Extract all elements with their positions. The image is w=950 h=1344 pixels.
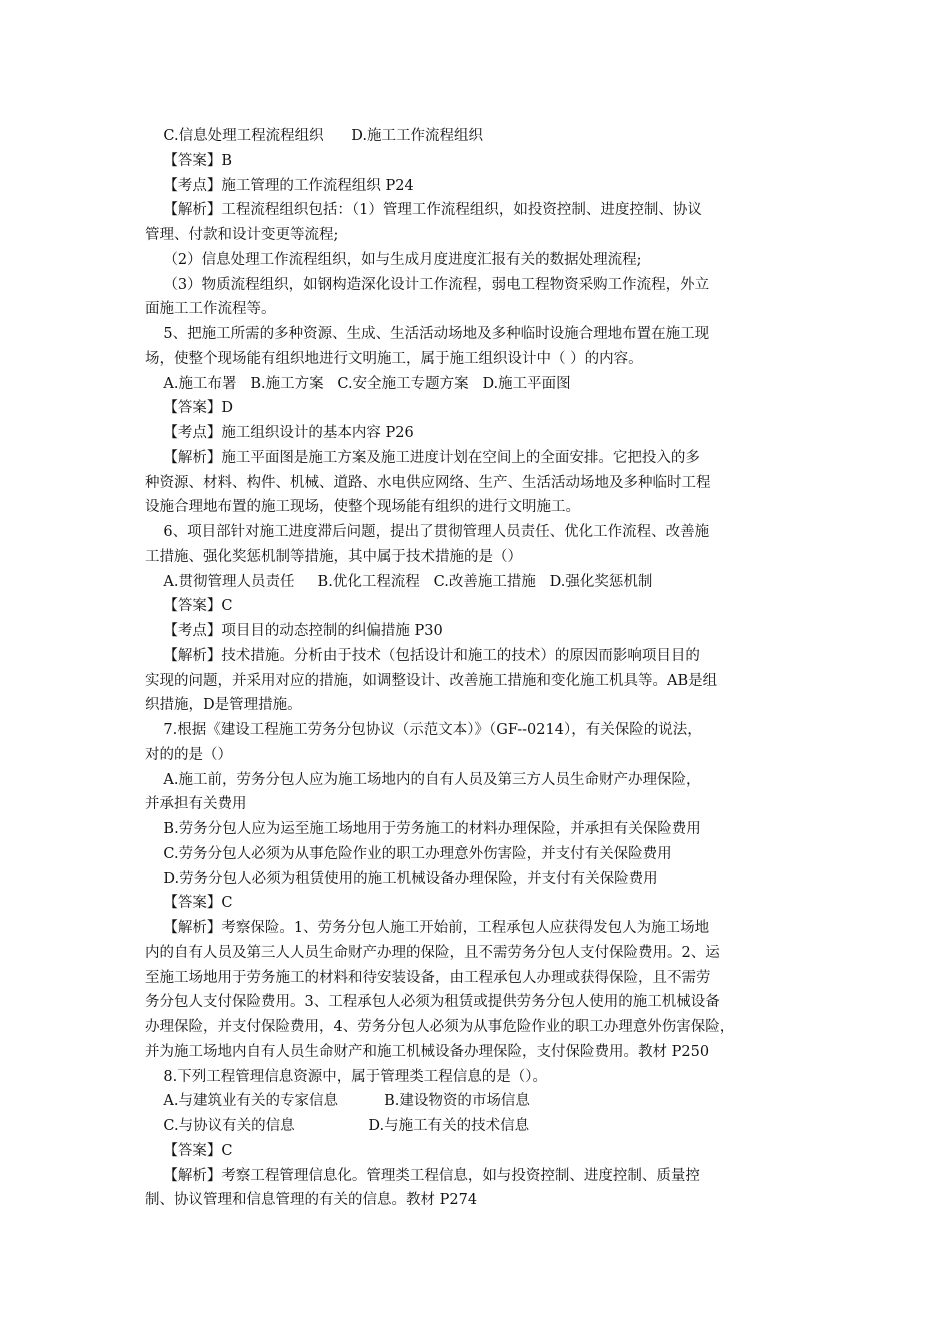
text-line: 织措施，D是管理措施。: [145, 697, 302, 714]
text-line: 8.下列工程管理信息资源中，属于管理类工程信息的是（）。: [145, 1068, 548, 1085]
text-line: 设施合理地布置的施工现场，使整个现场能有组织的进行文明施工。: [145, 499, 580, 516]
text-line: 【答案】C: [145, 895, 233, 912]
text-line: C.劳务分包人必须为从事危险作业的职工办理意外伤害险，并支付有关保险费用: [145, 845, 672, 862]
text-line: 制、协议管理和信息管理的有关的信息。教材 P274: [145, 1192, 478, 1209]
text-line: 【考点】施工管理的工作流程组织 P24: [145, 177, 414, 194]
text-line: 至施工场地用于劳务施工的材料和待安装设备，由工程承包人办理或获得保险，且不需劳: [145, 969, 711, 986]
text-line: （3）物质流程组织，如钢构造深化设计工作流程，弱电工程物资采购工作流程，外立: [145, 276, 710, 293]
text-line: 【解析】技术措施。分析由于技术（包括设计和施工的技术）的原因而影响项目目的: [145, 647, 700, 664]
text-line: 【答案】B: [145, 152, 233, 169]
text-line: A.与建筑业有关的专家信息 B.建设物资的市场信息: [145, 1093, 530, 1110]
document-body: [145, 124, 815, 1213]
text-line: 5、把施工所需的多种资源、生成、生活活动场地及多种临时设施合理地布置在施工现: [145, 326, 710, 342]
text-line: 种资源、材料、构件、机械、道路、水电供应网络、生产、生活活动场地及多种临时工程: [145, 474, 711, 491]
text-line: 工措施、强化奖惩机制等措施，其中属于技术措施的是（）: [145, 548, 522, 565]
text-line: D.劳务分包人必须为租赁使用的施工机械设备办理保险，并支付有关保险费用: [145, 870, 658, 887]
text-line: 内的自有人员及第三人人员生命财产办理的保险，且不需劳务分包人支付保险费用。2、运: [145, 944, 720, 961]
text-line: A.施工前，劳务分包人应为施工场地内的自有人员及第三方人员生命财产办理保险，: [145, 771, 701, 788]
text-line: 6、项目部针对施工进度滞后问题，提出了贯彻管理人员责任、优化工作流程、改善施: [145, 524, 710, 540]
text-line: 7.根据《建设工程施工劳务分包协议（示范文本）》（GF--0214），有关保险的说法，: [145, 722, 702, 738]
text-line: 【答案】C: [145, 1142, 233, 1159]
text-line: 【解析】考察保险。1、劳务分包人施工开始前，工程承包人应获得发包人为施工场地: [145, 920, 710, 936]
text-line: 场，使整个现场能有组织地进行文明施工，属于施工组织设计中（ ）的内容。: [145, 350, 643, 367]
text-line: 面施工工作流程等。: [145, 301, 276, 318]
text-line: A.施工布署 B.施工方案 C.安全施工专题方案 D.施工平面图: [145, 375, 571, 392]
text-line: A.贯彻管理人员责任 B.优化工程流程 C.改善施工措施 D.强化奖惩机制: [145, 573, 653, 590]
text-line: C.与协议有关的信息 D.与施工有关的技术信息: [145, 1118, 530, 1134]
text-line: 办理保险，并支付保险费用，4、劳务分包人必须为从事危险作业的职工办理意外伤害保险，: [145, 1019, 735, 1035]
text-line: 【答案】C: [145, 598, 233, 615]
text-line: 对的的是（）: [145, 746, 232, 763]
text-line: 实现的问题，并采用对应的措施，如调整设计、改善施工措施和变化施工机具等。AB是组: [145, 672, 718, 689]
text-line: 务分包人支付保险费用。3、工程承包人必须为租赁或提供劳务分包人使用的施工机械设备: [145, 994, 720, 1011]
text-line: C.信息处理工程流程组织 D.施工工作流程组织: [145, 128, 483, 144]
text-line: 【解析】施工平面图是施工方案及施工进度计划在空间上的全面安排。它把投入的多: [145, 449, 700, 466]
text-line: 【考点】施工组织设计的基本内容 P26: [145, 425, 414, 441]
text-line: 【解析】工程流程组织包括：（1）管理工作流程组织，如投资控制、进度控制、协议: [145, 202, 702, 219]
text-line: 【考点】项目目的动态控制的纠偏措施 P30: [145, 623, 443, 639]
text-line: （2）信息处理工作流程组织，如与生成月度进度汇报有关的数据处理流程;: [145, 251, 642, 268]
text-line: 管理、付款和设计变更等流程;: [145, 227, 339, 243]
text-line: 【答案】D: [145, 400, 234, 417]
text-line: 并为施工场地内自有人员生命财产和施工机械设备办理保险，支付保险费用。教材 P250: [145, 1043, 710, 1060]
text-line: 【解析】考察工程管理信息化。管理类工程信息，如与投资控制、进度控制、质量控: [145, 1167, 700, 1184]
text-line: B.劳务分包人应为运至施工场地用于劳务施工的材料办理保险，并承担有关保险费用: [145, 821, 701, 837]
text-line: 并承担有关费用: [145, 796, 247, 813]
